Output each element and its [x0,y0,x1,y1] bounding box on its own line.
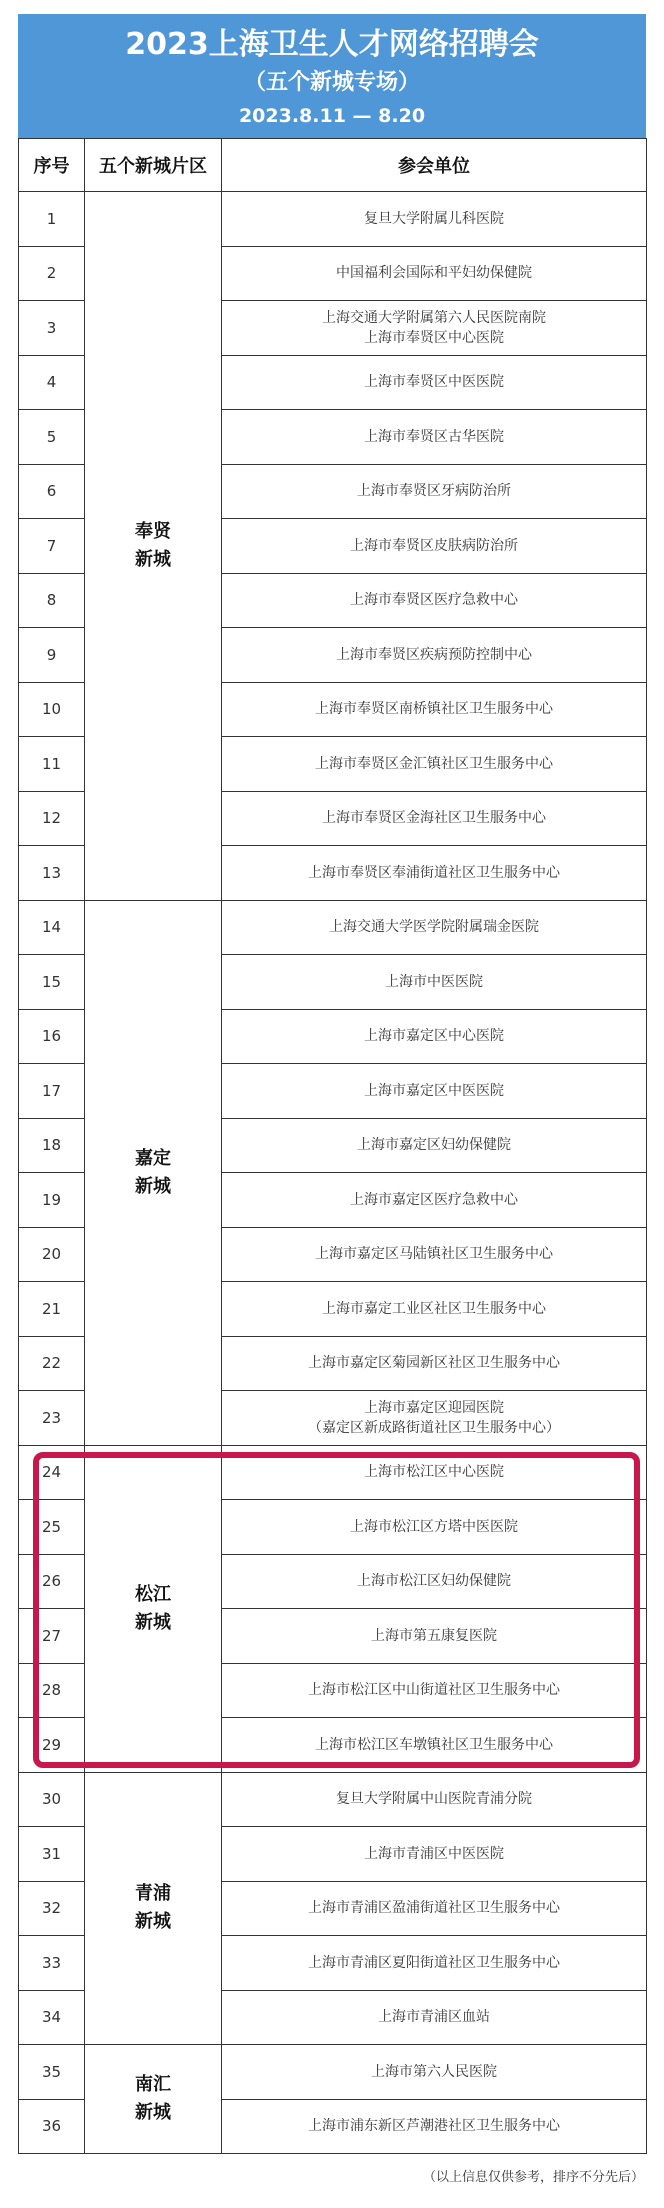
table-body [19,192,647,2154]
participant-unit: 上海市松江区中心医院 [222,1445,647,1500]
participant-unit: 上海市嘉定区医疗急救中心 [222,1173,647,1228]
row-number: 31 [19,1827,85,1882]
row-number: 28 [19,1663,85,1718]
row-number: 7 [19,519,85,574]
participant-unit: 上海交通大学医学院附属瑞金医院 [222,900,647,955]
row-number: 13 [19,846,85,901]
table-row [19,1445,647,1500]
area-name-cell: 南汇 新城 [85,2045,222,2154]
row-number: 35 [19,2045,85,2100]
participant-unit: 上海市青浦区盈浦街道社区卫生服务中心 [222,1881,647,1936]
table-row [19,2045,647,2100]
table-header-row [19,139,647,192]
banner-header [18,14,646,138]
participant-unit: 上海市嘉定区中心医院 [222,1009,647,1064]
participant-unit: 上海市松江区中山街道社区卫生服务中心 [222,1663,647,1718]
participant-unit: 上海市第六人民医院 [222,2045,647,2100]
area-name-cell: 青浦 新城 [85,1772,222,2045]
participant-unit: 上海市奉贤区医疗急救中心 [222,573,647,628]
participant-unit: 上海市奉贤区疾病预防控制中心 [222,628,647,683]
row-number: 5 [19,410,85,465]
column-header-unit: 参会单位 [222,139,647,192]
table-row [19,192,647,247]
area-name-cell: 松江 新城 [85,1445,222,1772]
row-number: 14 [19,900,85,955]
participant-table [18,138,647,2154]
row-number: 15 [19,955,85,1010]
participant-unit: 上海市松江区车墩镇社区卫生服务中心 [222,1718,647,1773]
row-number: 17 [19,1064,85,1119]
row-number: 30 [19,1772,85,1827]
participant-unit: 上海市松江区方塔中医医院 [222,1500,647,1555]
row-number: 24 [19,1445,85,1500]
page-title: 2023上海卫生人才网络招聘会 [125,27,539,62]
row-number: 21 [19,1282,85,1337]
row-number: 4 [19,355,85,410]
participant-unit: 上海市奉贤区皮肤病防治所 [222,519,647,574]
participant-unit: 上海市嘉定区中医医院 [222,1064,647,1119]
row-number: 9 [19,628,85,683]
participant-unit: 上海市嘉定工业区社区卫生服务中心 [222,1282,647,1337]
participant-unit: 上海市中医医院 [222,955,647,1010]
participant-unit: 上海市奉贤区南桥镇社区卫生服务中心 [222,682,647,737]
column-header-number: 序号 [19,139,85,192]
participant-unit: 上海市奉贤区金汇镇社区卫生服务中心 [222,737,647,792]
row-number: 3 [19,301,85,356]
row-number: 16 [19,1009,85,1064]
participant-unit: 上海市青浦区血站 [222,1990,647,2045]
row-number: 32 [19,1881,85,1936]
participant-unit: 上海交通大学附属第六人民医院南院 上海市奉贤区中心医院 [222,301,647,356]
row-number: 25 [19,1500,85,1555]
row-number: 20 [19,1227,85,1282]
row-number: 19 [19,1173,85,1228]
row-number: 11 [19,737,85,792]
row-number: 29 [19,1718,85,1773]
participant-unit: 上海市嘉定区妇幼保健院 [222,1118,647,1173]
event-date: 2023.8.11 — 8.20 [238,105,426,127]
page-subtitle: （五个新城专场） [243,70,420,95]
participant-unit: 上海市青浦区中医医院 [222,1827,647,1882]
row-number: 18 [19,1118,85,1173]
row-number: 12 [19,791,85,846]
row-number: 34 [19,1990,85,2045]
row-number: 1 [19,192,85,247]
column-header-area: 五个新城片区 [85,139,222,192]
participant-unit: 复旦大学附属儿科医院 [222,192,647,247]
participant-unit: 上海市奉贤区牙病防治所 [222,464,647,519]
participant-unit: 复旦大学附属中山医院青浦分院 [222,1772,647,1827]
participant-unit: 上海市奉贤区奉浦街道社区卫生服务中心 [222,846,647,901]
participant-unit: 中国福利会国际和平妇幼保健院 [222,246,647,301]
participant-unit: 上海市奉贤区古华医院 [222,410,647,465]
row-number: 27 [19,1609,85,1664]
row-number: 6 [19,464,85,519]
participant-unit: 上海市松江区妇幼保健院 [222,1554,647,1609]
row-number: 33 [19,1936,85,1991]
table-row [19,900,647,955]
row-number: 10 [19,682,85,737]
row-number: 2 [19,246,85,301]
table-row [19,1772,647,1827]
participant-unit: 上海市嘉定区马陆镇社区卫生服务中心 [222,1227,647,1282]
participant-unit: 上海市奉贤区中医医院 [222,355,647,410]
footnote: （以上信息仅供参考，排序不分先后） [422,2170,644,2185]
row-number: 36 [19,2099,85,2154]
row-number: 23 [19,1391,85,1446]
participant-unit: 上海市奉贤区金海社区卫生服务中心 [222,791,647,846]
row-number: 22 [19,1336,85,1391]
row-number: 8 [19,573,85,628]
area-name-cell: 奉贤 新城 [85,192,222,901]
participant-unit: 上海市嘉定区菊园新区社区卫生服务中心 [222,1336,647,1391]
participant-unit: 上海市青浦区夏阳街道社区卫生服务中心 [222,1936,647,1991]
row-number: 26 [19,1554,85,1609]
area-name-cell: 嘉定 新城 [85,900,222,1445]
participant-unit: 上海市嘉定区迎园医院 （嘉定区新成路街道社区卫生服务中心） [222,1391,647,1446]
participant-unit: 上海市第五康复医院 [222,1609,647,1664]
participant-unit: 上海市浦东新区芦潮港社区卫生服务中心 [222,2099,647,2154]
